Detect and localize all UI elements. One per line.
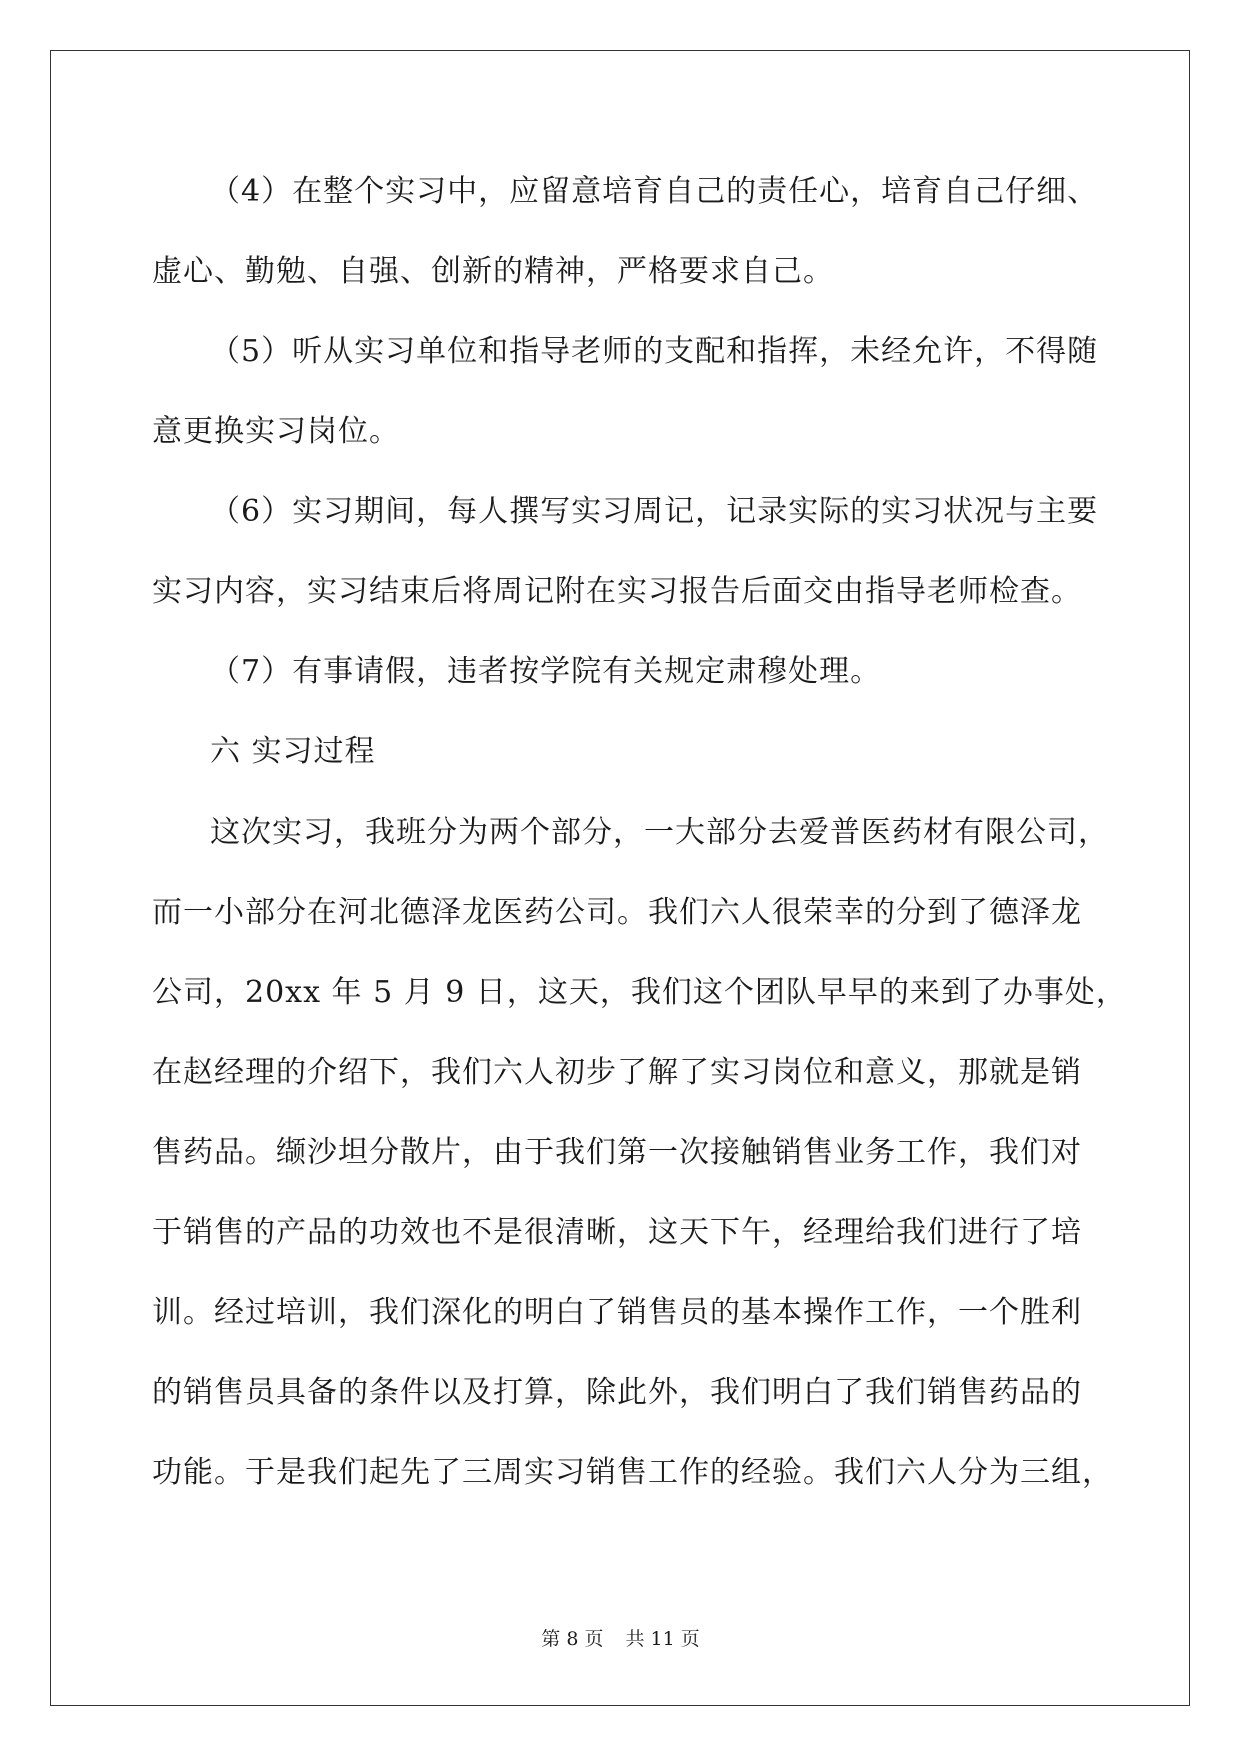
text-line: 的销售员具备的条件以及打算，除此外，我们明白了我们销售药品的 (152, 1375, 1082, 1410)
page-footer (0, 1627, 1241, 1651)
text-line: （6）实习期间，每人撰写实习周记，记录实际的实习状况与主要 (210, 494, 1099, 529)
text-line: （4）在整个实习中，应留意培育自己的责任心，培育自己仔细、 (210, 174, 1099, 209)
text-line: 虚心、勤勉、自强、创新的精神，严格要求自己。 (152, 254, 834, 289)
text-line: 意更换实习岗位。 (152, 414, 400, 449)
text-line: 训。经过培训，我们深化的明白了销售员的基本操作工作，一个胜利 (152, 1295, 1082, 1330)
text-line: 功能。于是我们起先了三周实习销售工作的经验。我们六人分为三组， (152, 1455, 1113, 1490)
text-line: 于销售的产品的功效也不是很清晰，这天下午，经理给我们进行了培 (152, 1215, 1082, 1250)
text-line: 实习内容，实习结束后将周记附在实习报告后面交由指导老师检查。 (152, 574, 1082, 609)
page-number-current: 第 8 页 (541, 1628, 604, 1650)
page-number-total: 共 11 页 (625, 1628, 700, 1650)
text-line: 而一小部分在河北德泽龙医药公司。我们六人很荣幸的分到了德泽龙 (152, 895, 1082, 930)
text-line: 在赵经理的介绍下，我们六人初步了解了实习岗位和意义，那就是销 (152, 1055, 1082, 1090)
text-line: （7）有事请假，违者按学院有关规定肃穆处理。 (210, 654, 882, 689)
text-line: 公司，20xx 年 5 月 9 日，这天，我们这个团队早早的来到了办事处， (152, 975, 1127, 1010)
text-line: 售药品。缬沙坦分散片，由于我们第一次接触销售业务工作，我们对 (152, 1135, 1082, 1170)
text-line: 这次实习，我班分为两个部分，一大部分去爱普医药材有限公司， (210, 815, 1109, 850)
section-heading: 六 实习过程 (210, 734, 376, 769)
text-line: （5）听从实习单位和指导老师的支配和指挥，未经允许，不得随 (210, 334, 1099, 369)
